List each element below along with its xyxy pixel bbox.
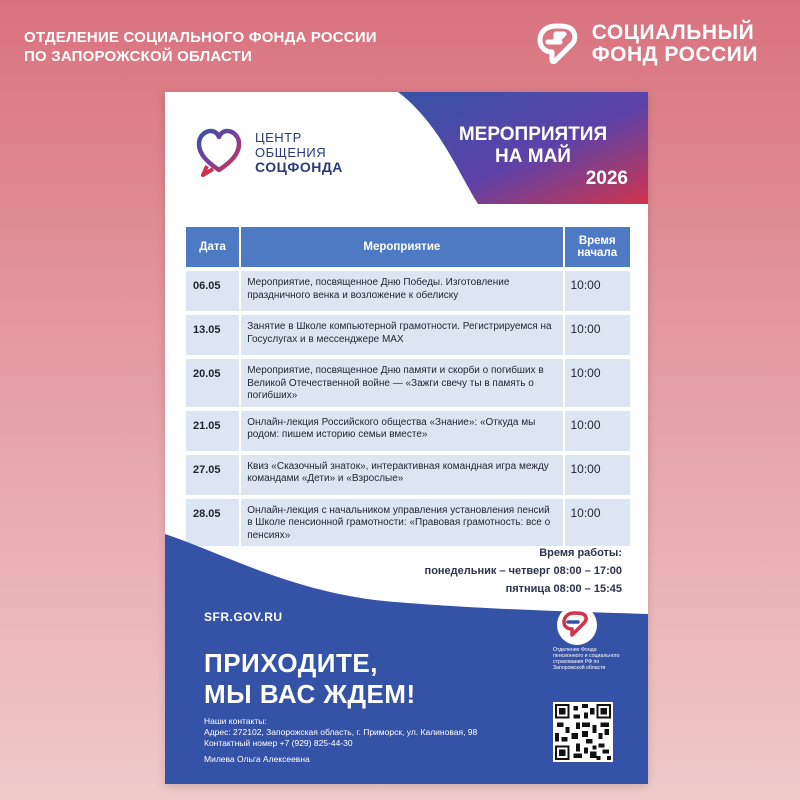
org-line-1: ОТДЕЛЕНИЕ СОЦИАЛЬНОГО ФОНДА РОССИИ (24, 29, 377, 46)
col-date: Дата (186, 227, 239, 271)
event-name: Занятие в Школе компьютерной грамотности. Регистрируемся на Госуслугах и в мессенджере MAX (241, 315, 562, 359)
col-event: Мероприятие (241, 227, 562, 271)
event-date: 28.05 (186, 499, 239, 551)
org-header (24, 28, 377, 66)
event-time: 10:00 (565, 455, 631, 499)
org-line-2: ПО ЗАПОРОЖСКОЙ ОБЛАСТИ (24, 48, 253, 65)
table-row (186, 271, 630, 315)
site-link[interactable]: SFR.GOV.RU (204, 610, 283, 624)
event-name: Онлайн-лекция Российского общества «Знание»: «Откуда мы родом: пишем историю семьи вместе» (241, 411, 562, 455)
event-date: 06.05 (186, 271, 239, 315)
events-poster (165, 92, 648, 784)
contacts-phone: Контактный номер +7 (929) 825-44-30 (204, 738, 353, 748)
event-date: 21.05 (186, 411, 239, 455)
title-line-1: МЕРОПРИЯТИЯ (458, 124, 608, 145)
event-time: 10:00 (565, 411, 631, 455)
sfr-name-line-1: СОЦИАЛЬНЫЙ (591, 21, 755, 44)
event-name: Квиз «Сказочный знаток», интерактивная командная игра между командами «Дети» и «Взрослые» (241, 455, 562, 499)
qr-code (553, 702, 613, 762)
sfr-name (592, 22, 758, 66)
contacts-address: Адрес: 272102, Запорожская область, г. Приморск, ул. Калиновая, 98 (204, 727, 478, 737)
center-line-1: ЦЕНТР (255, 129, 302, 145)
table-row (186, 315, 630, 359)
center-title (255, 130, 343, 175)
sfr-emblem-icon (554, 604, 600, 646)
sfr-brand (534, 22, 758, 66)
sfr-name-line-2: ФОНД РОССИИ (591, 43, 758, 66)
events-table (184, 227, 632, 550)
call-to-action (204, 648, 416, 710)
title-year: 2026 (585, 168, 628, 189)
cta-line-2: МЫ ВАС ЖДЕМ! (204, 679, 416, 709)
hours-friday: пятница 08:00 – 15:45 (505, 583, 622, 595)
table-row (186, 411, 630, 455)
working-hours (425, 544, 622, 598)
title-line-2: НА МАЙ (495, 146, 571, 167)
event-date: 27.05 (186, 455, 239, 499)
event-time: 10:00 (565, 499, 631, 551)
center-line-2: ОБЩЕНИЯ (255, 144, 327, 160)
contacts-title: Наши контакты: (204, 716, 267, 726)
center-line-3: СОЦФОНДА (255, 158, 343, 175)
event-time: 10:00 (565, 315, 631, 359)
center-logo (193, 126, 343, 178)
event-name: Мероприятие, посвященное Дню Победы. Изготовление праздничного венка и возложение к обелиску (241, 271, 562, 315)
table-row (186, 455, 630, 499)
hours-weekdays: понедельник – четверг 08:00 – 17:00 (424, 565, 622, 577)
contacts-person: Милева Ольга Алексеевна (204, 754, 310, 764)
cta-line-1: ПРИХОДИТЕ, (204, 648, 378, 678)
col-time: Время начала (565, 227, 631, 271)
contacts (204, 716, 477, 765)
table-header-row (186, 227, 630, 271)
event-time: 10:00 (565, 271, 631, 315)
event-name: Мероприятие, посвященное Дню памяти и скорби о погибших в Великой Отечественной войне — «Зажги свечу ты в память о погибших» (241, 359, 562, 411)
table-row (186, 359, 630, 411)
event-time: 10:00 (565, 359, 631, 411)
poster-title (438, 124, 628, 190)
hours-title: Время работы: (539, 547, 622, 559)
heart-speech-icon (193, 126, 245, 178)
event-date: 13.05 (186, 315, 239, 359)
event-date: 20.05 (186, 359, 239, 411)
event-name: Онлайн-лекция с начальником управления установления пенсий в Школе пенсионной грамотности: «Правовая грамотность: все о пенсиях» (241, 499, 562, 551)
org-small-label: Отделение Фонда пенсионного и социального страхования РФ по Запорожской области (553, 647, 620, 671)
sfr-logo-icon (534, 22, 582, 66)
